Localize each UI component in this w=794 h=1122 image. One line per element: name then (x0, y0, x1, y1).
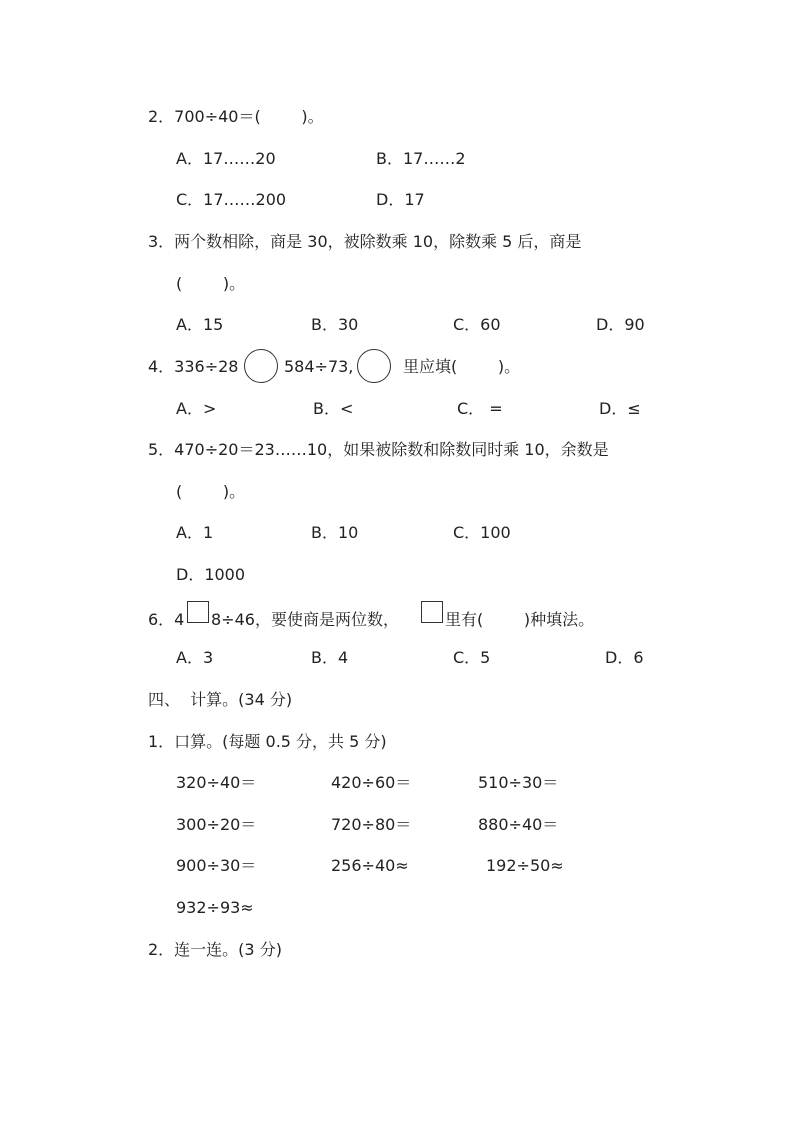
circle-symbol-icon (357, 349, 391, 383)
q4-option-a[interactable]: A．> (176, 399, 217, 418)
question-2-stem: 2．700÷40＝( )。 (148, 107, 324, 126)
q3-option-d[interactable]: D．90 (596, 315, 645, 334)
question-4-stem-part2: 584÷73, (284, 357, 354, 376)
question-5-stem-line2: ( )。 (176, 482, 246, 501)
calc-item: 900÷30＝ (176, 856, 257, 875)
calc-item: 420÷60＝ (331, 773, 412, 792)
q6-option-c[interactable]: C．5 (453, 648, 491, 667)
calc-item: 932÷93≈ (176, 898, 254, 917)
question-5-stem-line1: 5．470÷20＝23……10，如果被除数和除数同时乘 10，余数是 (148, 440, 609, 459)
question-3-stem-line2: ( )。 (176, 274, 246, 293)
q2-option-d[interactable]: D．17 (376, 190, 425, 209)
q6-option-d[interactable]: D．6 (605, 648, 644, 667)
q2-option-c[interactable]: C．17……200 (176, 190, 287, 209)
q3-option-a[interactable]: A．15 (176, 315, 224, 334)
section-heading: 四、 计算。(34 分) (148, 690, 293, 709)
calc-1-title: 1．口算。(每题 0.5 分，共 5 分) (148, 732, 387, 751)
q5-option-c[interactable]: C．100 (453, 523, 511, 542)
q2-option-a[interactable]: A．17……20 (176, 149, 276, 168)
q6-option-a[interactable]: A．3 (176, 648, 214, 667)
square-symbol-icon (421, 601, 443, 623)
calc-item: 320÷40＝ (176, 773, 257, 792)
question-3-stem-line1: 3．两个数相除，商是 30，被除数乘 10，除数乘 5 后，商是 (148, 232, 582, 251)
q3-option-b[interactable]: B．30 (311, 315, 359, 334)
q4-option-c[interactable]: C． = (457, 399, 503, 418)
q6-option-b[interactable]: B．4 (311, 648, 349, 667)
question-6-stem-part3: 里有( )种填法。 (445, 610, 595, 629)
calc-item: 256÷40≈ (331, 856, 409, 875)
calc-item: 880÷40＝ (478, 815, 559, 834)
q5-option-a[interactable]: A．1 (176, 523, 214, 542)
digit-blank-box[interactable] (187, 601, 209, 623)
q3-option-c[interactable]: C．60 (453, 315, 501, 334)
answer-circle-blank[interactable] (244, 349, 278, 383)
q2-option-b[interactable]: B．17……2 (376, 149, 466, 168)
calc-item: 300÷20＝ (176, 815, 257, 834)
q4-option-d[interactable]: D．≤ (599, 399, 641, 418)
calc-item: 192÷50≈ (486, 856, 564, 875)
question-6-stem-part1: 6．4 (148, 610, 185, 629)
question-4-stem-part1: 4．336÷28 (148, 357, 239, 376)
question-4-stem-part3: 里应填( )。 (403, 357, 521, 376)
q4-option-b[interactable]: B．< (313, 399, 354, 418)
question-6-stem-part2: 8÷46，要使商是两位数， (211, 610, 399, 629)
calc-item: 510÷30＝ (478, 773, 559, 792)
q5-option-d[interactable]: D．1000 (176, 565, 246, 584)
calc-2-title: 2．连一连。(3 分) (148, 940, 282, 959)
calc-item: 720÷80＝ (331, 815, 412, 834)
q5-option-b[interactable]: B．10 (311, 523, 359, 542)
